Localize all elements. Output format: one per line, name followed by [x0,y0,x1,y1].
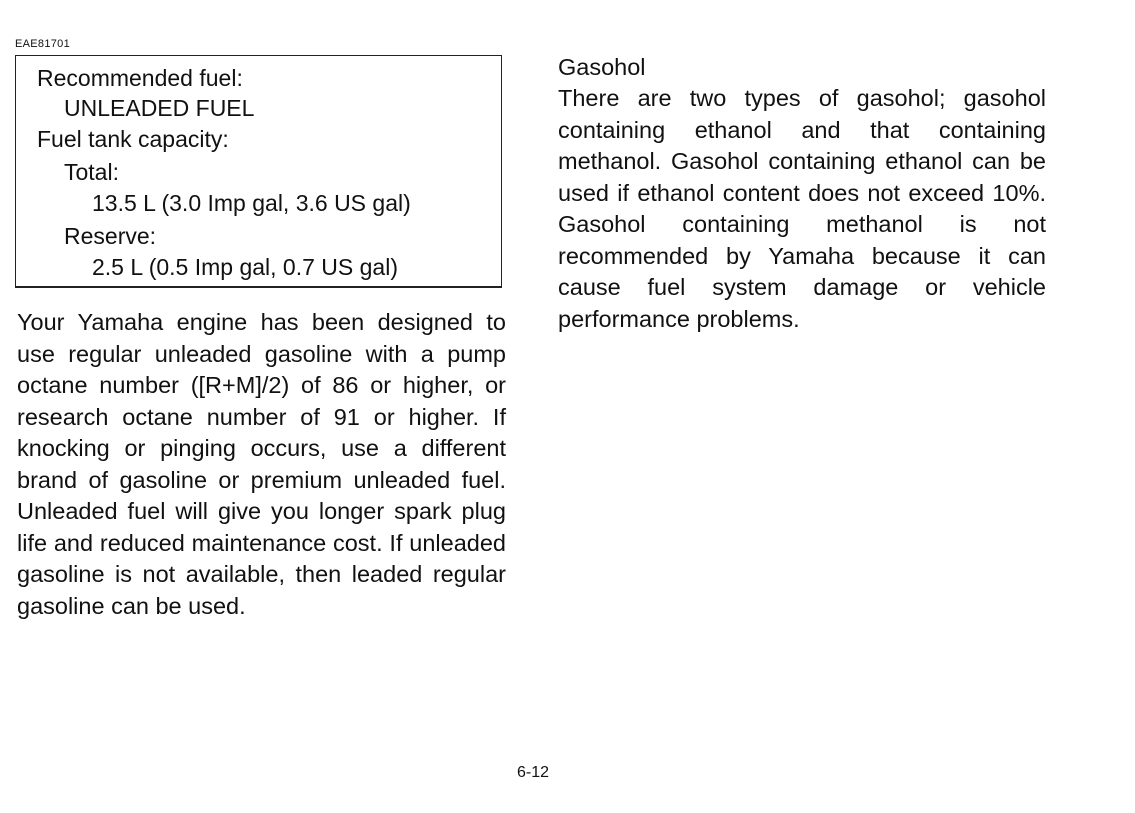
total-value: 13.5 L (3.0 Imp gal, 3.6 US gal) [92,190,411,216]
recommended-fuel-value: UNLEADED FUEL [64,95,255,121]
fuel-spec-box [15,55,502,288]
document-code: EAE81701 [15,38,70,50]
fuel-tank-capacity-label: Fuel tank capacity: [37,126,229,152]
gasohol-heading: Gasohol [558,54,646,80]
reserve-value: 2.5 L (0.5 Imp gal, 0.7 US gal) [92,254,398,280]
recommended-fuel-label: Recommended fuel: [37,65,243,91]
fuel-recommendation-paragraph: Your Yamaha engine has been designed to use regular unleaded gasoline with a pump octane number ([R+M]/2) of 86 or higher, or research octane number of 91 or higher. If knocking or pinging occurs, use a different brand of gasoline or premium unleaded fuel. Unleaded fuel will give you longer spark plug life and reduced maintenance cost. If unleaded gasoline is not available, then leaded regular gasoline can be used. [17,309,506,619]
total-label: Total: [64,159,119,185]
page-number: 6-12 [517,764,550,781]
reserve-label: Reserve: [64,223,157,249]
gasohol-paragraph: There are two types of gasohol; gasohol containing ethanol and that containing methanol. Gasohol containing ethanol can be used if ethanol content does not exceed 10%. Gasohol containing methanol is not recommended by Yamaha because it can cause fuel system damage or vehicle performance problems. [558,85,1046,332]
